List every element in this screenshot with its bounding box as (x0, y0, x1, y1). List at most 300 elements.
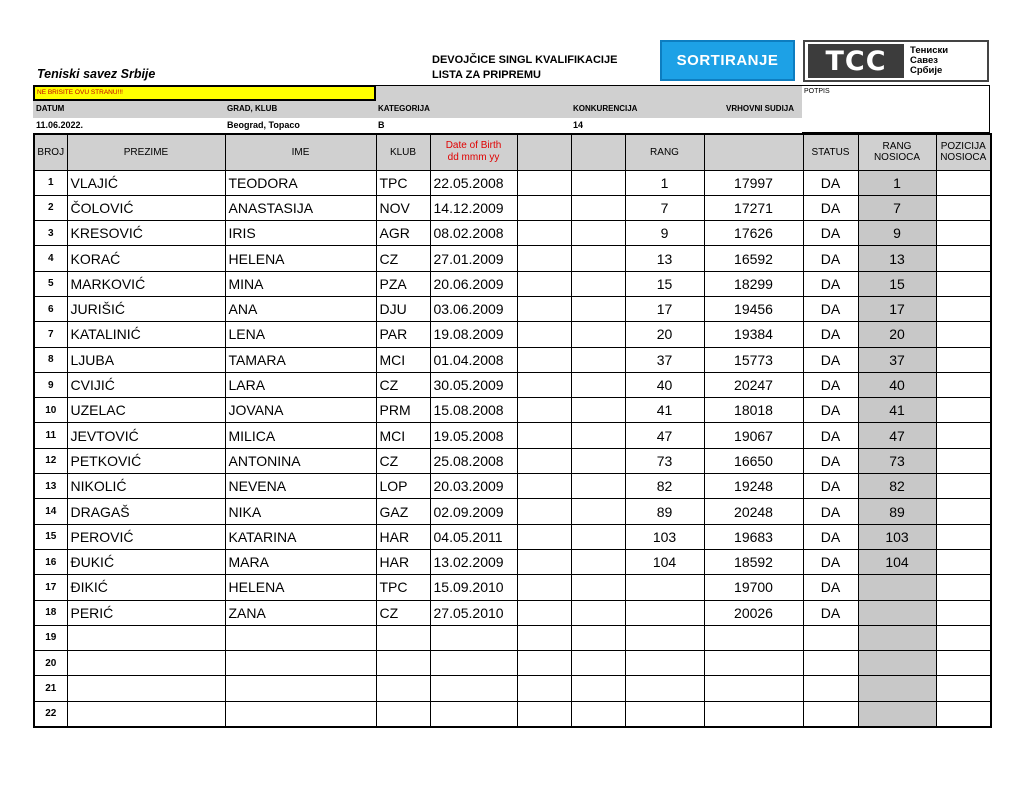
cell-status[interactable] (803, 701, 858, 726)
cell-ime[interactable]: ANTONINA (225, 448, 376, 473)
cell-broj: 9 (34, 372, 67, 397)
value-datum: 11.06.2022. (36, 120, 84, 130)
cell-klub[interactable]: PZA (376, 271, 430, 296)
cell-date-of-birth[interactable]: 25.08.2008 (430, 448, 517, 473)
col-status: STATUS (803, 134, 858, 170)
cell-status[interactable]: DA (803, 221, 858, 246)
cell-klub[interactable]: TPC (376, 575, 430, 600)
col-pozicija-nosioca (936, 134, 991, 170)
cell-empty-1[interactable] (517, 271, 571, 296)
cell-id[interactable]: 19700 (704, 575, 803, 600)
cell-rang[interactable]: 73 (625, 448, 704, 473)
cell-id[interactable]: 20248 (704, 499, 803, 524)
cell-ime[interactable]: TEODORA (225, 170, 376, 195)
table-header-row (34, 134, 991, 170)
col-id (704, 134, 803, 170)
cell-empty-1[interactable] (517, 322, 571, 347)
table-row (34, 499, 991, 524)
table-row (34, 524, 991, 549)
value-kategorija: B (378, 120, 385, 130)
label-vrhovni-sudija: VRHOVNI SUDIJA (726, 104, 795, 113)
cell-broj: 4 (34, 246, 67, 271)
col-empty-1 (517, 134, 571, 170)
table-row (34, 170, 991, 195)
cell-klub[interactable]: GAZ (376, 499, 430, 524)
cell-broj: 8 (34, 347, 67, 372)
cell-empty-2[interactable] (571, 524, 625, 549)
cell-pozicija-nosioca[interactable] (936, 246, 991, 271)
org-name: Teniski savez Srbije (37, 67, 156, 81)
cell-pozicija-nosioca[interactable] (936, 549, 991, 574)
cell-pozicija-nosioca[interactable] (936, 347, 991, 372)
cell-rang-nosioca[interactable]: 41 (858, 398, 936, 423)
cell-rang[interactable] (625, 676, 704, 701)
cell-ime[interactable]: ANA (225, 296, 376, 321)
cell-empty-2[interactable] (571, 372, 625, 397)
logo-mark: TCC (808, 44, 904, 78)
cell-status[interactable]: DA (803, 474, 858, 499)
cell-rang[interactable]: 1 (625, 170, 704, 195)
cell-ime[interactable] (225, 676, 376, 701)
cell-broj: 10 (34, 398, 67, 423)
table-row (34, 575, 991, 600)
cell-rang-nosioca[interactable]: 13 (858, 246, 936, 271)
cell-pozicija-nosioca[interactable] (936, 271, 991, 296)
table-row (34, 271, 991, 296)
cell-rang-nosioca[interactable] (858, 625, 936, 650)
cell-id[interactable]: 18018 (704, 398, 803, 423)
cell-prezime[interactable] (67, 625, 225, 650)
cell-rang-nosioca[interactable]: 47 (858, 423, 936, 448)
cell-ime[interactable] (225, 701, 376, 726)
cell-rang-nosioca[interactable] (858, 651, 936, 676)
cell-ime[interactable]: NIKA (225, 499, 376, 524)
cell-ime[interactable]: TAMARA (225, 347, 376, 372)
cell-prezime[interactable]: ČOLOVIĆ (67, 195, 225, 220)
cell-status[interactable]: DA (803, 296, 858, 321)
cell-date-of-birth[interactable]: 01.04.2008 (430, 347, 517, 372)
cell-status[interactable]: DA (803, 195, 858, 220)
cell-date-of-birth[interactable] (430, 701, 517, 726)
cell-prezime[interactable]: PERIĆ (67, 600, 225, 625)
cell-prezime[interactable]: DRAGAŠ (67, 499, 225, 524)
cell-date-of-birth[interactable]: 15.09.2010 (430, 575, 517, 600)
cell-rang-nosioca[interactable]: 1 (858, 170, 936, 195)
cell-rang[interactable]: 41 (625, 398, 704, 423)
cell-rang-nosioca[interactable]: 9 (858, 221, 936, 246)
cell-prezime[interactable]: CVIJIĆ (67, 372, 225, 397)
cell-broj: 3 (34, 221, 67, 246)
cell-pozicija-nosioca[interactable] (936, 651, 991, 676)
cell-empty-2[interactable] (571, 448, 625, 473)
table-row (34, 347, 991, 372)
cell-pozicija-nosioca[interactable] (936, 474, 991, 499)
cell-pozicija-nosioca[interactable] (936, 701, 991, 726)
cell-empty-1[interactable] (517, 524, 571, 549)
col-ime: IME (225, 134, 376, 170)
cell-status[interactable]: DA (803, 600, 858, 625)
cell-empty-2[interactable] (571, 701, 625, 726)
table-row (34, 221, 991, 246)
cell-date-of-birth[interactable] (430, 651, 517, 676)
cell-rang-nosioca[interactable]: 104 (858, 549, 936, 574)
cell-prezime[interactable]: ĐUKIĆ (67, 549, 225, 574)
cell-empty-1[interactable] (517, 600, 571, 625)
cell-pozicija-nosioca[interactable] (936, 195, 991, 220)
cell-broj: 16 (34, 549, 67, 574)
cell-date-of-birth[interactable]: 19.08.2009 (430, 322, 517, 347)
cell-status[interactable] (803, 651, 858, 676)
cell-broj: 1 (34, 170, 67, 195)
cell-klub[interactable]: CZ (376, 600, 430, 625)
col-rang-nosioca-line-1: RANG (882, 141, 912, 153)
cell-broj: 6 (34, 296, 67, 321)
cell-date-of-birth[interactable]: 22.05.2008 (430, 170, 517, 195)
cell-rang[interactable]: 82 (625, 474, 704, 499)
cell-klub[interactable]: MCI (376, 423, 430, 448)
cell-empty-2[interactable] (571, 676, 625, 701)
cell-id[interactable]: 17997 (704, 170, 803, 195)
cell-id[interactable] (704, 676, 803, 701)
cell-prezime[interactable]: JURIŠIĆ (67, 296, 225, 321)
cell-ime[interactable]: ZANA (225, 600, 376, 625)
cell-empty-1[interactable] (517, 549, 571, 574)
cell-rang-nosioca[interactable]: 103 (858, 524, 936, 549)
cell-klub[interactable]: DJU (376, 296, 430, 321)
cell-status[interactable]: DA (803, 271, 858, 296)
cell-status[interactable]: DA (803, 322, 858, 347)
cell-klub[interactable]: PRM (376, 398, 430, 423)
cell-status[interactable]: DA (803, 372, 858, 397)
cell-pozicija-nosioca[interactable] (936, 600, 991, 625)
cell-pozicija-nosioca[interactable] (936, 423, 991, 448)
cell-id[interactable]: 19067 (704, 423, 803, 448)
cell-pozicija-nosioca[interactable] (936, 372, 991, 397)
cell-empty-2[interactable] (571, 246, 625, 271)
cell-rang[interactable]: 47 (625, 423, 704, 448)
cell-empty-1[interactable] (517, 296, 571, 321)
cell-id[interactable]: 19384 (704, 322, 803, 347)
cell-status[interactable]: DA (803, 499, 858, 524)
cell-rang-nosioca[interactable]: 17 (858, 296, 936, 321)
cell-prezime[interactable]: KORAĆ (67, 246, 225, 271)
cell-date-of-birth[interactable]: 20.06.2009 (430, 271, 517, 296)
cell-prezime[interactable]: KATALINIĆ (67, 322, 225, 347)
cell-rang[interactable] (625, 575, 704, 600)
cell-klub[interactable]: NOV (376, 195, 430, 220)
cell-klub[interactable]: CZ (376, 372, 430, 397)
cell-prezime[interactable]: ĐIKIĆ (67, 575, 225, 600)
cell-date-of-birth[interactable]: 20.03.2009 (430, 474, 517, 499)
cell-pozicija-nosioca[interactable] (936, 170, 991, 195)
cell-ime[interactable]: LARA (225, 372, 376, 397)
cell-broj: 21 (34, 676, 67, 701)
cell-id[interactable]: 16592 (704, 246, 803, 271)
cell-rang[interactable]: 9 (625, 221, 704, 246)
cell-status[interactable]: DA (803, 549, 858, 574)
cell-rang-nosioca[interactable] (858, 575, 936, 600)
cell-klub[interactable]: CZ (376, 448, 430, 473)
cell-ime[interactable]: IRIS (225, 221, 376, 246)
cell-empty-1[interactable] (517, 651, 571, 676)
cell-empty-2[interactable] (571, 347, 625, 372)
cell-klub[interactable] (376, 651, 430, 676)
cell-id[interactable]: 17626 (704, 221, 803, 246)
cell-pozicija-nosioca[interactable] (936, 398, 991, 423)
cell-rang[interactable]: 20 (625, 322, 704, 347)
cell-empty-1[interactable] (517, 195, 571, 220)
cell-ime[interactable] (225, 625, 376, 650)
cell-broj: 11 (34, 423, 67, 448)
cell-prezime[interactable]: UZELAC (67, 398, 225, 423)
col-dob-line-1: Date of Birth (445, 140, 502, 152)
cell-id[interactable]: 17271 (704, 195, 803, 220)
cell-id[interactable]: 19456 (704, 296, 803, 321)
cell-empty-1[interactable] (517, 474, 571, 499)
cell-id[interactable]: 18592 (704, 549, 803, 574)
cell-prezime[interactable]: KRESOVIĆ (67, 221, 225, 246)
signature-label: POTPIS (804, 88, 830, 95)
cell-date-of-birth[interactable]: 27.01.2009 (430, 246, 517, 271)
cell-klub[interactable]: HAR (376, 524, 430, 549)
table-row (34, 651, 991, 676)
cell-pozicija-nosioca[interactable] (936, 524, 991, 549)
cell-rang[interactable]: 17 (625, 296, 704, 321)
cell-broj: 17 (34, 575, 67, 600)
cell-status[interactable]: DA (803, 246, 858, 271)
cell-pozicija-nosioca[interactable] (936, 221, 991, 246)
cell-rang[interactable] (625, 651, 704, 676)
cell-date-of-birth[interactable]: 03.06.2009 (430, 296, 517, 321)
cell-empty-2[interactable] (571, 195, 625, 220)
cell-ime[interactable]: HELENA (225, 246, 376, 271)
cell-id[interactable] (704, 625, 803, 650)
cell-empty-2[interactable] (571, 549, 625, 574)
cell-rang[interactable] (625, 600, 704, 625)
cell-pozicija-nosioca[interactable] (936, 575, 991, 600)
cell-id[interactable] (704, 651, 803, 676)
cell-rang[interactable] (625, 701, 704, 726)
cell-empty-2[interactable] (571, 398, 625, 423)
cell-empty-2[interactable] (571, 600, 625, 625)
cell-ime[interactable]: LENA (225, 322, 376, 347)
cell-rang-nosioca[interactable]: 73 (858, 448, 936, 473)
cell-klub[interactable] (376, 676, 430, 701)
cell-ime[interactable]: NEVENA (225, 474, 376, 499)
cell-klub[interactable]: MCI (376, 347, 430, 372)
cell-rang[interactable]: 7 (625, 195, 704, 220)
col-klub: KLUB (376, 134, 430, 170)
cell-empty-2[interactable] (571, 474, 625, 499)
cell-prezime[interactable]: PEROVIĆ (67, 524, 225, 549)
table-row (34, 372, 991, 397)
document-title (432, 53, 617, 83)
cell-date-of-birth[interactable]: 27.05.2010 (430, 600, 517, 625)
cell-rang[interactable]: 15 (625, 271, 704, 296)
cell-rang[interactable]: 37 (625, 347, 704, 372)
cell-broj: 12 (34, 448, 67, 473)
table-row (34, 296, 991, 321)
table-row (34, 448, 991, 473)
value-konkurencija: 14 (573, 120, 584, 130)
cell-empty-1[interactable] (517, 170, 571, 195)
cell-rang-nosioca[interactable]: 37 (858, 347, 936, 372)
cell-klub[interactable]: HAR (376, 549, 430, 574)
cell-rang-nosioca[interactable]: 7 (858, 195, 936, 220)
cell-empty-2[interactable] (571, 221, 625, 246)
cell-id[interactable]: 15773 (704, 347, 803, 372)
cell-status[interactable] (803, 676, 858, 701)
cell-empty-1[interactable] (517, 423, 571, 448)
cell-klub[interactable]: TPC (376, 170, 430, 195)
cell-prezime[interactable] (67, 651, 225, 676)
cell-prezime[interactable]: MARKOVIĆ (67, 271, 225, 296)
table-row (34, 600, 991, 625)
cell-empty-1[interactable] (517, 246, 571, 271)
cell-empty-2[interactable] (571, 575, 625, 600)
cell-empty-1[interactable] (517, 499, 571, 524)
signature-box[interactable] (802, 85, 990, 133)
cell-empty-2[interactable] (571, 625, 625, 650)
cell-date-of-birth[interactable]: 15.08.2008 (430, 398, 517, 423)
cell-ime[interactable]: MINA (225, 271, 376, 296)
cell-status[interactable]: DA (803, 575, 858, 600)
cell-rang-nosioca[interactable]: 89 (858, 499, 936, 524)
col-empty-2 (571, 134, 625, 170)
table-row (34, 625, 991, 650)
logo-text (910, 46, 948, 76)
cell-empty-2[interactable] (571, 271, 625, 296)
cell-rang[interactable]: 103 (625, 524, 704, 549)
cell-broj: 5 (34, 271, 67, 296)
cell-prezime[interactable]: JEVTOVIĆ (67, 423, 225, 448)
cell-empty-2[interactable] (571, 499, 625, 524)
cell-date-of-birth[interactable]: 30.05.2009 (430, 372, 517, 397)
cell-ime[interactable]: JOVANA (225, 398, 376, 423)
cell-klub[interactable] (376, 701, 430, 726)
cell-rang[interactable]: 104 (625, 549, 704, 574)
cell-pozicija-nosioca[interactable] (936, 676, 991, 701)
cell-rang-nosioca[interactable]: 20 (858, 322, 936, 347)
cell-rang-nosioca[interactable]: 40 (858, 372, 936, 397)
cell-id[interactable]: 20247 (704, 372, 803, 397)
cell-date-of-birth[interactable]: 14.12.2009 (430, 195, 517, 220)
cell-empty-1[interactable] (517, 676, 571, 701)
cell-id[interactable]: 19248 (704, 474, 803, 499)
cell-date-of-birth[interactable] (430, 625, 517, 650)
cell-prezime[interactable] (67, 701, 225, 726)
cell-empty-1[interactable] (517, 347, 571, 372)
cell-rang[interactable]: 13 (625, 246, 704, 271)
cell-prezime[interactable]: NIKOLIĆ (67, 474, 225, 499)
cell-empty-2[interactable] (571, 423, 625, 448)
cell-broj: 2 (34, 195, 67, 220)
col-rang-nosioca-line-2: NOSIOCA (873, 152, 921, 164)
col-pozicija-line-1: POZICIJA (940, 141, 986, 153)
cell-date-of-birth[interactable]: 19.05.2008 (430, 423, 517, 448)
cell-rang[interactable] (625, 625, 704, 650)
cell-empty-1[interactable] (517, 701, 571, 726)
cell-klub[interactable]: AGR (376, 221, 430, 246)
cell-date-of-birth[interactable] (430, 676, 517, 701)
cell-id[interactable]: 18299 (704, 271, 803, 296)
cell-status[interactable]: DA (803, 398, 858, 423)
cell-klub[interactable]: LOP (376, 474, 430, 499)
cell-rang-nosioca[interactable] (858, 600, 936, 625)
cell-empty-2[interactable] (571, 170, 625, 195)
cell-id[interactable]: 19683 (704, 524, 803, 549)
cell-date-of-birth[interactable]: 04.05.2011 (430, 524, 517, 549)
cell-pozicija-nosioca[interactable] (936, 448, 991, 473)
cell-pozicija-nosioca[interactable] (936, 625, 991, 650)
cell-prezime[interactable] (67, 676, 225, 701)
cell-status[interactable]: DA (803, 448, 858, 473)
cell-rang-nosioca[interactable]: 15 (858, 271, 936, 296)
cell-empty-2[interactable] (571, 322, 625, 347)
cell-empty-1[interactable] (517, 625, 571, 650)
cell-rang-nosioca[interactable] (858, 676, 936, 701)
cell-ime[interactable] (225, 651, 376, 676)
cell-id[interactable] (704, 701, 803, 726)
cell-prezime[interactable]: PETKOVIĆ (67, 448, 225, 473)
cell-id[interactable]: 16650 (704, 448, 803, 473)
cell-ime[interactable]: KATARINA (225, 524, 376, 549)
cell-status[interactable]: DA (803, 423, 858, 448)
cell-status[interactable] (803, 625, 858, 650)
cell-empty-1[interactable] (517, 575, 571, 600)
cell-ime[interactable]: MARA (225, 549, 376, 574)
value-grad-klub: Beograd, Topaco (227, 120, 300, 130)
sort-button[interactable]: SORTIRANJE (660, 40, 795, 81)
cell-date-of-birth[interactable]: 13.02.2009 (430, 549, 517, 574)
cell-pozicija-nosioca[interactable] (936, 296, 991, 321)
table-row (34, 246, 991, 271)
label-datum: DATUM (36, 104, 65, 113)
cell-id[interactable]: 20026 (704, 600, 803, 625)
cell-klub[interactable]: PAR (376, 322, 430, 347)
table-row (34, 474, 991, 499)
cell-broj: 18 (34, 600, 67, 625)
cell-rang-nosioca[interactable] (858, 701, 936, 726)
cell-pozicija-nosioca[interactable] (936, 322, 991, 347)
cell-ime[interactable]: MILICA (225, 423, 376, 448)
cell-empty-1[interactable] (517, 448, 571, 473)
cell-rang[interactable]: 40 (625, 372, 704, 397)
cell-date-of-birth[interactable]: 02.09.2009 (430, 499, 517, 524)
cell-rang-nosioca[interactable]: 82 (858, 474, 936, 499)
cell-status[interactable]: DA (803, 170, 858, 195)
cell-broj: 22 (34, 701, 67, 726)
cell-status[interactable]: DA (803, 524, 858, 549)
cell-prezime[interactable]: VLAJIĆ (67, 170, 225, 195)
cell-klub[interactable]: CZ (376, 246, 430, 271)
cell-empty-2[interactable] (571, 296, 625, 321)
cell-date-of-birth[interactable]: 08.02.2008 (430, 221, 517, 246)
cell-pozicija-nosioca[interactable] (936, 499, 991, 524)
cell-status[interactable]: DA (803, 347, 858, 372)
cell-klub[interactable] (376, 625, 430, 650)
cell-empty-1[interactable] (517, 398, 571, 423)
cell-empty-1[interactable] (517, 221, 571, 246)
players-table (33, 133, 992, 728)
cell-empty-2[interactable] (571, 651, 625, 676)
cell-ime[interactable]: ANASTASIJA (225, 195, 376, 220)
cell-rang[interactable]: 89 (625, 499, 704, 524)
cell-prezime[interactable]: LJUBA (67, 347, 225, 372)
cell-empty-1[interactable] (517, 372, 571, 397)
cell-ime[interactable]: HELENA (225, 575, 376, 600)
col-prezime: PREZIME (67, 134, 225, 170)
